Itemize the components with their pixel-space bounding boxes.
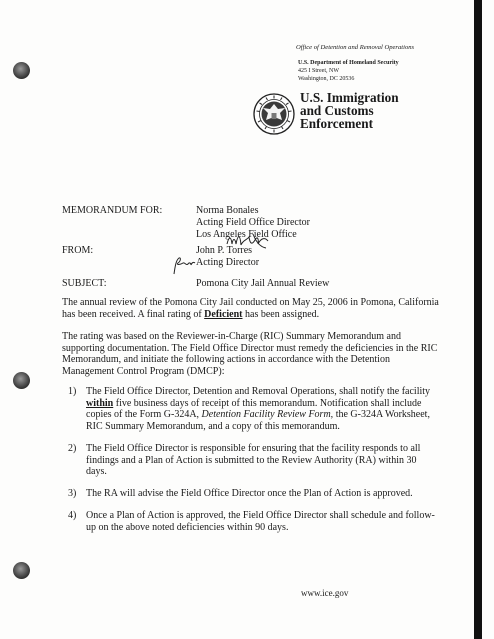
address-block [298,60,399,83]
agency-name [300,91,399,131]
recipient-title: Acting Field Office Director [196,217,310,228]
city-line: Washington, DC 20536 [298,75,355,82]
paragraph-2-line-4: Management Control Program (DMCP): [62,365,225,377]
emphasis-within: within [86,397,114,409]
subject-text: Pomona City Jail Annual Review [196,278,330,289]
paragraph-2-line-2: supporting documentation. The Field Office Director must remedy the deficiencies in the RIC [62,342,438,354]
sender-name: John P. Torres [196,245,253,256]
recipient-name: Norma Bonales [196,205,259,216]
list-item: 1) The Field Office Director, Detention and Removal Operations, shall notify the facility within five business days of receipt of this memorandum. Notification shall include copies of the Form G-324A, Detention Facility Review Form, the G-324A Worksheet, RIC Summary Memorandum, and a copy of this memorandum. [68,386,431,432]
punch-hole-middle [13,372,30,389]
punch-hole-top [13,62,30,79]
subject-label: SUBJECT: [62,278,107,289]
handwritten-for [170,255,196,275]
list-item: 4) Once a Plan of Action is approved, the Field Office Director shall schedule and follow- up on the above noted deficiencies within 90 days. [68,510,435,533]
sender-title: Acting Director [196,257,260,268]
dhs-seal-icon [253,93,295,135]
office-line: Office of Detention and Removal Operations [296,44,415,51]
agency-line-1: U.S. Immigration [300,90,399,105]
list-item: 2) The Field Office Director is responsible for ensuring that the facility responds to all findings and a Plan of Action is submitted to the Review Authority (RA) within 30 days. [68,443,421,478]
paragraph-1 [62,297,439,320]
paragraph-2 [62,331,437,377]
street-line: 425 I Street, NW [298,67,339,74]
department-line: U.S. Department of Homeland Security [298,60,399,66]
punch-hole-bottom [13,562,30,579]
memo-for-label: MEMORANDUM FOR: [62,205,163,216]
footer-url: www.ice.gov [301,588,349,598]
list-item: 3) The RA will advise the Field Office Director once the Plan of Action is approved. [68,488,413,499]
paragraph-1-line-1: The annual review of the Pomona City Jail conducted on May 25, 2006 in Pomona, California [62,297,439,308]
recipient-office: Los Angeles Field Office [196,229,297,240]
paragraph-2-line-3: Memorandum, and initiate the following actions in accordance with the Detention [62,354,390,366]
rating-deficient: Deficient [204,308,243,320]
paragraph-2-line-1: The rating was based on the Reviewer-in-Charge (RIC) Summary Memorandum and [62,331,401,342]
scan-edge-bar [474,0,482,639]
handwritten-signature [225,232,270,250]
agency-line-3: Enforcement [300,116,374,132]
paragraph-1-line-2: has been received. A final rating of Deficient has been assigned. [62,308,320,320]
agency-line-2: and Customs [300,103,374,119]
from-label: FROM: [62,245,94,256]
